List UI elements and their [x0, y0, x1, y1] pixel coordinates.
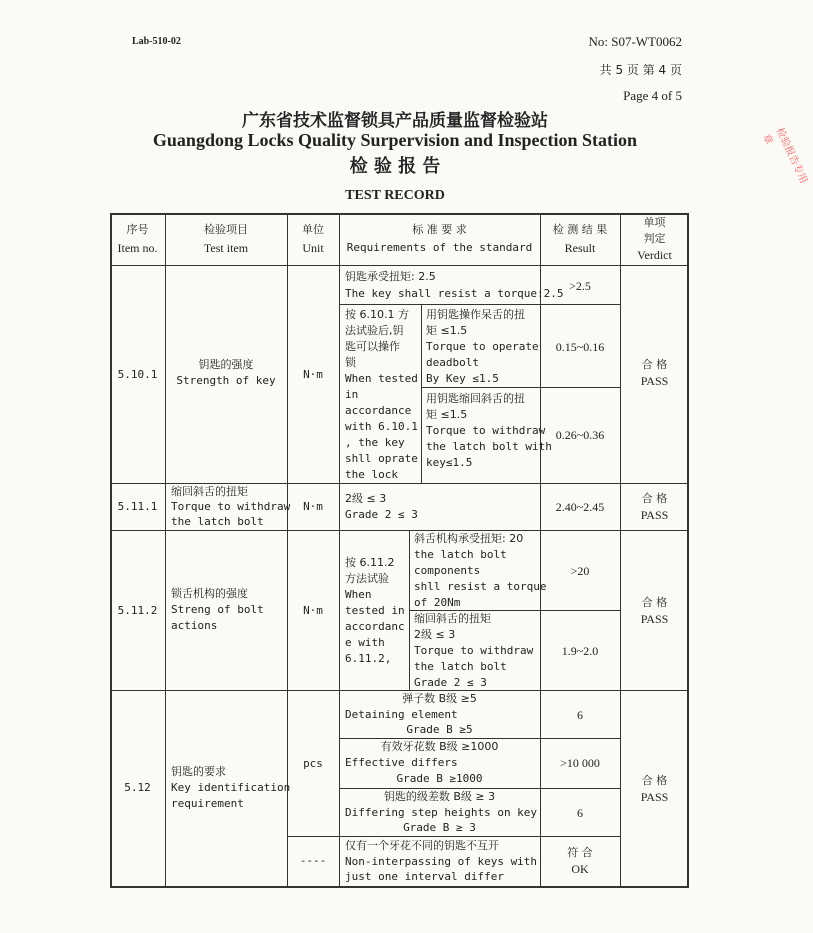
req-line: key≤1.5	[426, 456, 473, 469]
verdict-cn: 合 格	[641, 596, 668, 609]
req-line: Non-interpassing of keys with	[345, 855, 538, 868]
req-line: Torque to operate	[426, 340, 539, 353]
req-line: 2级 ≤ 3	[345, 492, 387, 505]
row-unit: pcs	[303, 757, 323, 770]
req-line: 钥匙的级差数 B级 ≥ 3	[383, 790, 496, 803]
verdict-cn: 合 格	[641, 774, 668, 787]
req-line: 斜舌机构承受扭矩: 20	[414, 532, 524, 545]
req-line: Detaining element	[345, 708, 458, 721]
method-line: in	[345, 388, 359, 401]
method-line: 6.11.2,	[345, 652, 392, 665]
result-value: 1.9~2.0	[561, 644, 599, 658]
method-line: shll oprate	[345, 452, 418, 465]
row-item-en: Torque to withdraw	[171, 500, 291, 513]
method-line: 按 6.11.2	[345, 556, 395, 569]
page-count-cn: 共 5 页 第 4 页	[599, 63, 682, 77]
header-divider	[110, 265, 689, 266]
req-line: 用钥匙缩回斜舌的扭	[426, 392, 525, 405]
req-line: the latch bolt with	[426, 440, 552, 453]
method-line: When tested	[345, 372, 418, 385]
report-number: No: S07-WT0062	[588, 34, 682, 49]
result-value: 2.40~2.45	[555, 500, 605, 514]
hdr-test-item-en: Test item	[203, 241, 249, 255]
req-line: the latch bolt	[414, 548, 507, 561]
org-title-cn: 广东省技术监督锁具产品质量监督检验站	[242, 111, 548, 131]
method-line: 法试验后,钥	[345, 324, 404, 337]
row-no: 5.11.2	[117, 604, 158, 617]
row-unit: N·m	[303, 500, 323, 513]
verdict-cn: 合 格	[641, 492, 668, 505]
lab-code: Lab-510-02	[132, 36, 181, 47]
method-line: the lock	[345, 468, 398, 481]
req-line: components	[414, 564, 481, 577]
hdr-verdict-en: Verdict	[637, 248, 672, 262]
row-item-en: Strength of key	[176, 374, 276, 387]
method-line: 锁	[345, 356, 356, 369]
page-count-en: Page 4 of 5	[623, 88, 682, 103]
method-line: accordance	[345, 404, 412, 417]
verdict-en: PASS	[640, 374, 669, 388]
hdr-verdict-cn2: 判定	[643, 232, 666, 245]
test-record-title: TEST RECORD	[345, 188, 445, 203]
verdict-en: PASS	[640, 508, 669, 522]
req-line: 2级 ≤ 3	[414, 628, 456, 641]
req-line: shll resist a torque	[414, 580, 547, 593]
result-value: 6	[577, 708, 583, 722]
row-no: 5.12	[124, 781, 151, 794]
req-line: 钥匙承受扭矩: 2.5	[345, 270, 436, 283]
method-line: , the key	[345, 436, 405, 449]
method-line: e with	[345, 636, 385, 649]
result-value: >2.5	[569, 279, 591, 293]
method-line: 方法试验	[345, 572, 389, 585]
req-line: Grade 2 ≤ 3	[414, 676, 487, 689]
hdr-req-cn: 标 准 要 求	[412, 223, 467, 236]
hdr-req-en: Requirements of the standard	[346, 241, 533, 254]
stamp: 检验报告专用章	[759, 126, 809, 186]
col-divider	[540, 213, 541, 888]
req-line: deadbolt	[426, 356, 479, 369]
result-value: >20	[570, 564, 590, 578]
report-title-cn: 检 验 报 告	[349, 156, 441, 177]
req-line: 缩回斜舌的扭矩	[414, 612, 491, 625]
method-line: accordanc	[345, 620, 405, 633]
result-value: 0.26~0.36	[555, 428, 605, 442]
hdr-item-no-en: Item no.	[117, 241, 158, 255]
result-value: >10 000	[560, 756, 600, 770]
row-no: 5.10.1	[117, 368, 158, 381]
row-unit: N·m	[303, 604, 323, 617]
row-item-en: requirement	[171, 797, 244, 810]
hdr-unit-en: Unit	[302, 241, 324, 255]
method-line: with 6.10.1	[345, 420, 418, 433]
hdr-result-en: Result	[564, 241, 596, 255]
verdict-en: PASS	[640, 790, 669, 804]
result-value: OK	[571, 862, 589, 876]
row-item-en: actions	[171, 619, 218, 632]
req-line: Torque to withdraw	[414, 644, 534, 657]
req-line: 弹子数 B级 ≥5	[402, 692, 477, 705]
req-line: Grade B ≥ 3	[403, 821, 476, 834]
row-item-en: the latch bolt	[171, 515, 264, 528]
row-item-cn: 钥匙的强度	[198, 358, 254, 371]
result-value: 0.15~0.16	[555, 340, 605, 354]
req-line: Grade B ≥5	[406, 723, 473, 736]
row-item-en: Key identification	[171, 781, 291, 794]
last-unit: ----	[299, 854, 327, 867]
result-value: 符 合	[567, 846, 593, 859]
req-line: of 20Nm	[414, 596, 461, 609]
row-item-en: Streng of bolt	[171, 603, 264, 616]
method-line: tested in	[345, 604, 405, 617]
req-line: 矩 ≤1.5	[426, 408, 468, 421]
req-line: Differing step heights on key	[345, 806, 538, 819]
hdr-item-no-cn: 序号	[126, 223, 149, 236]
row-item-cn: 缩回斜舌的扭矩	[171, 485, 248, 498]
req-line: Grade B ≥1000	[396, 772, 483, 785]
result-value: 6	[577, 806, 583, 820]
row-item-cn: 钥匙的要求	[171, 765, 226, 778]
row-unit: N·m	[303, 368, 323, 381]
req-line: the latch bolt	[414, 660, 507, 673]
req-line: The key shall resist a torque:2.5	[345, 287, 564, 300]
req-line: By Key ≤1.5	[426, 372, 499, 385]
method-line: 匙可以操作	[345, 340, 400, 353]
req-line: Torque to withdraw	[426, 424, 546, 437]
method-line: 按 6.10.1 方	[345, 308, 409, 321]
org-title-en: Guangdong Locks Quality Surpervision and Inspection Station	[152, 130, 638, 150]
col-divider	[165, 213, 166, 888]
row-item-cn: 锁舌机构的强度	[171, 587, 248, 600]
req-line: 矩 ≤1.5	[426, 324, 468, 337]
req-line: 仅有一个牙花不同的钥匙不互开	[345, 839, 499, 852]
verdict-cn: 合 格	[641, 358, 668, 371]
row-no: 5.11.1	[117, 500, 158, 513]
verdict-en: PASS	[640, 612, 669, 626]
req-line: 用钥匙操作呆舌的扭	[426, 308, 525, 321]
hdr-test-item-cn: 检验项目	[204, 223, 248, 236]
row-divider	[110, 530, 689, 531]
hdr-verdict-cn1: 单项	[643, 216, 666, 229]
method-line: When	[345, 588, 372, 601]
req-line: 有效牙花数 B级 ≥1000	[380, 740, 499, 753]
req-line: just one interval differ	[345, 870, 504, 883]
hdr-result-cn: 检 测 结 果	[552, 223, 608, 236]
req-line: Effective differs	[345, 756, 458, 769]
req-line: Grade 2 ≤ 3	[345, 508, 418, 521]
hdr-unit-cn: 单位	[302, 223, 324, 236]
